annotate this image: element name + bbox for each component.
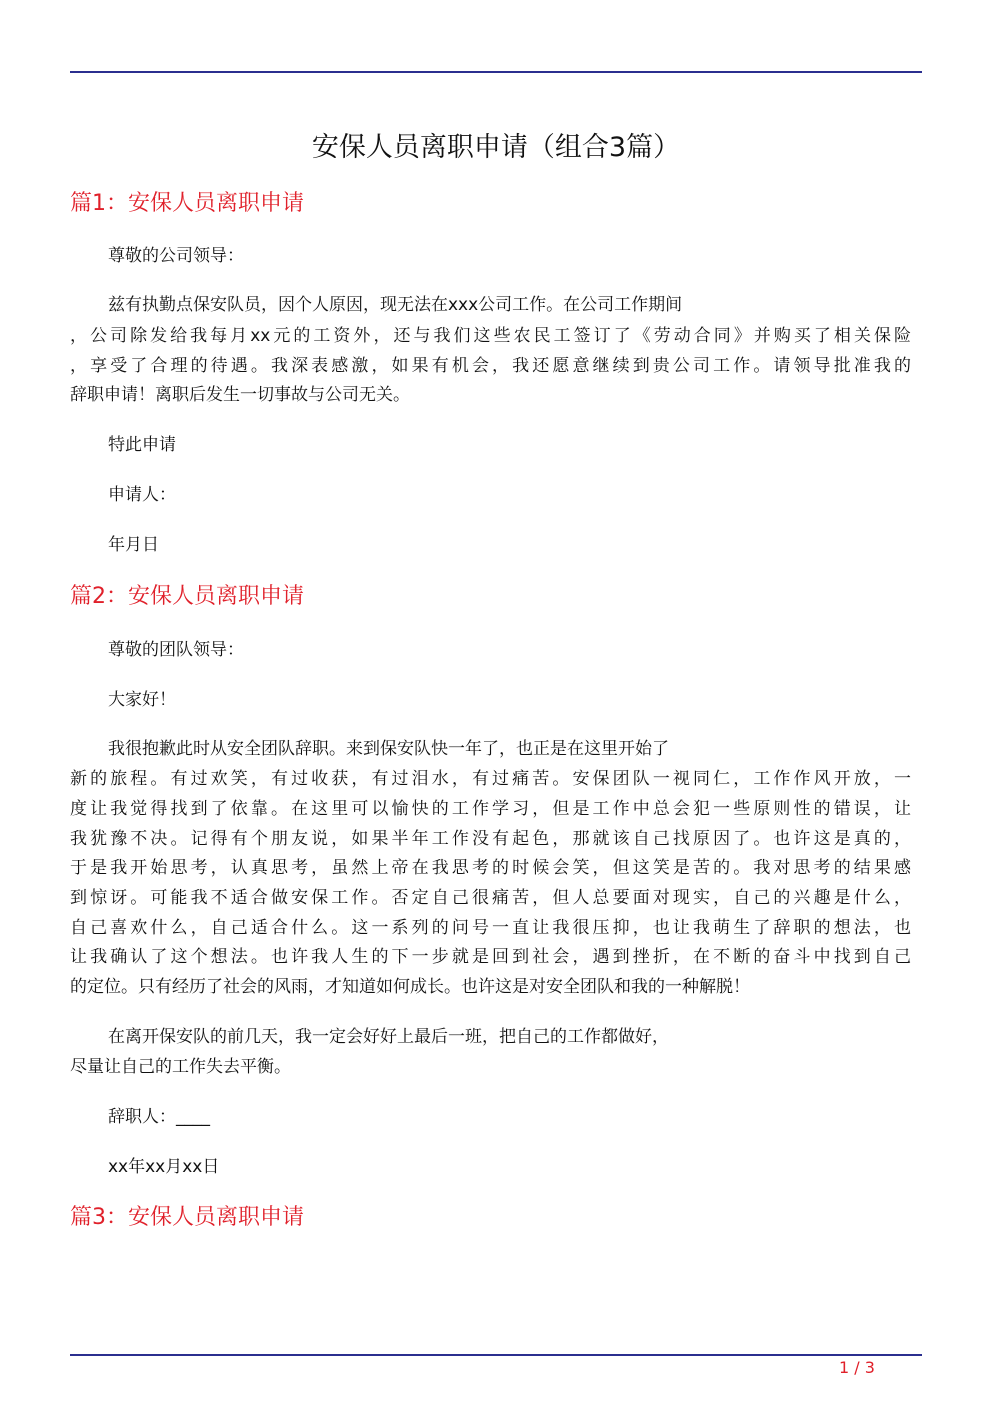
- section-2-body-line: 的定位。只有经历了社会的风雨，才知道如何成长。也许这是对安全团队和我的一种解脱！: [70, 977, 750, 997]
- section-1-closing: 特此申请: [108, 435, 176, 455]
- section-2-body-line: 新的旅程。有过欢笑，有过收获，有过泪水，有过痛苦。安保团队一视同仁，工作作风开放，一: [70, 769, 911, 789]
- section-1-body-line: ，享受了合理的待遇。我深表感激，如果有机会，我还愿意继续到贵公司工作。请领导批准我的: [70, 356, 911, 376]
- section-1-body-line: ，公司除发给我每月xx元的工资外，还与我们这些农民工签订了《劳动合同》并购买了相关保险: [70, 326, 911, 346]
- section-2-body2-line: 在离开保安队的前几天，我一定会好好上最后一班，把自己的工作都做好，: [108, 1027, 669, 1047]
- footer-rule: [70, 1354, 922, 1356]
- section-2-body-line: 我很抱歉此时从安全团队辞职。来到保安队快一年了，也正是在这里开始了: [108, 739, 669, 759]
- section-2-body-line: 度让我觉得找到了依靠。在这里可以愉快的工作学习，但是工作中总会犯一些原则性的错误，让: [70, 799, 911, 819]
- section-1-salutation: 尊敬的公司领导：: [108, 246, 244, 266]
- section-3-heading: 篇3：安保人员离职申请: [70, 1205, 304, 1230]
- section-2-body-line: 我犹豫不决。记得有个朋友说，如果半年工作没有起色，那就该自己找原因了。也许这是真的，: [70, 829, 911, 849]
- section-2-body2-line: 尽量让自己的工作失去平衡。: [70, 1057, 291, 1077]
- section-2-signer: 辞职人：____: [108, 1107, 210, 1127]
- section-2-salutation: 尊敬的团队领导：: [108, 640, 244, 660]
- document-title: 安保人员离职申请（组合3篇）: [311, 132, 681, 163]
- section-2-heading: 篇2：安保人员离职申请: [70, 584, 304, 609]
- section-2-body-line: 到惊讶。可能我不适合做安保工作。否定自己很痛苦，但人总要面对现实，自己的兴趣是什么，: [70, 888, 911, 908]
- header-rule: [70, 71, 922, 73]
- section-1-body-line: 兹有执勤点保安队员，因个人原因，现无法在xxx公司工作。在公司工作期间: [108, 295, 683, 315]
- section-1-date: 年月日: [108, 535, 159, 555]
- page-indicator: 1 / 3: [839, 1358, 875, 1377]
- section-2-greeting: 大家好！: [108, 690, 176, 710]
- section-1-applicant: 申请人：: [108, 485, 176, 505]
- section-2-body-line: 自己喜欢什么，自己适合什么。这一系列的问号一直让我很压抑，也让我萌生了辞职的想法，也: [70, 918, 911, 938]
- section-1-heading: 篇1：安保人员离职申请: [70, 191, 304, 216]
- section-2-body-line: 让我确认了这个想法。也许我人生的下一步就是回到社会，遇到挫折，在不断的奋斗中找到自己: [70, 947, 911, 967]
- section-1-body-line: 辞职申请！离职后发生一切事故与公司无关。: [70, 385, 410, 405]
- section-2-date: xx年xx月xx日: [108, 1157, 220, 1177]
- section-2-body-line: 于是我开始思考，认真思考，虽然上帝在我思考的时候会笑，但这笑是苦的。我对思考的结果感: [70, 858, 911, 878]
